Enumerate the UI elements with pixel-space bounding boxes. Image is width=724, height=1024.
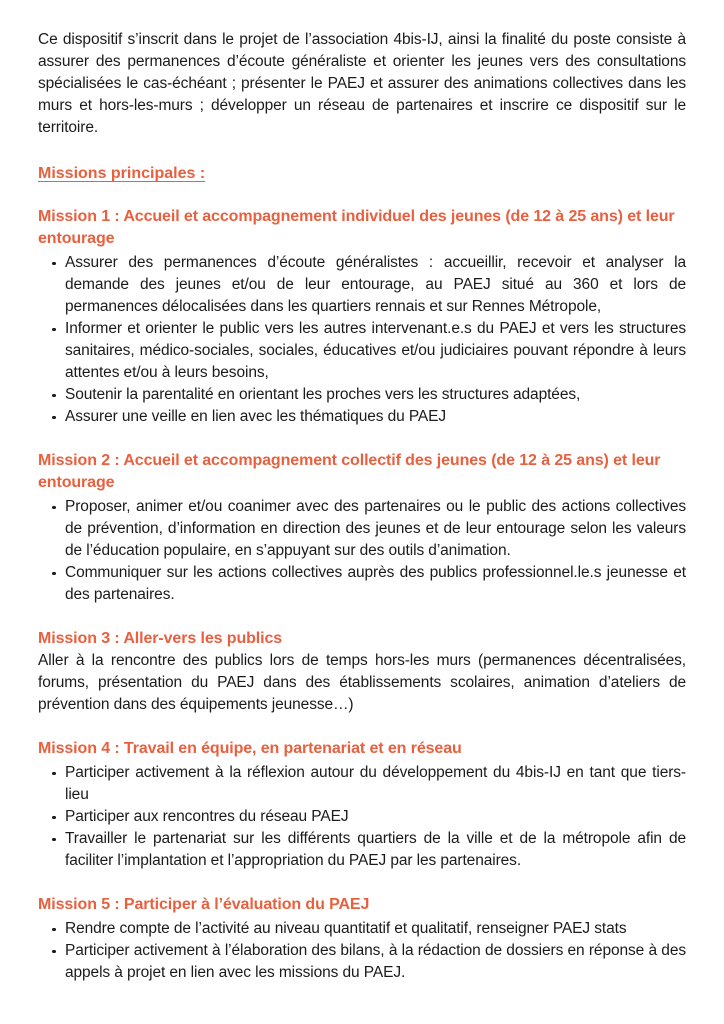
mission-4-title: Mission 4 : Travail en équipe, en partenariat et en réseau [38, 740, 462, 757]
mission-1-section [38, 206, 686, 428]
missions-principales-heading: Missions principales : [38, 165, 206, 182]
bullet-item: Travailler le partenariat sur les différents quartiers de la ville et de la métropole afin de faciliter l’implantation et l’appropriation du PAEJ par les partenaires. [38, 828, 686, 872]
bullet-item: Participer activement à l’élaboration des bilans, à la rédaction de dossiers en réponse à des appels à projet en lien avec les missions du PAEJ. [38, 940, 686, 984]
mission-2-title: Mission 2 : Accueil et accompagnement collectif des jeunes (de 12 à 25 ans) et leur entourage [38, 452, 661, 491]
bullet-item: Assurer des permanences d’écoute généralistes : accueillir, recevoir et analyser la demande des jeunes et/ou de leur entourage, au PAEJ situé au 360 et lors de permanences délocalisées dans les quartiers rennais et sur Rennes Métropole, [38, 252, 686, 318]
bullet-item: Participer aux rencontres du réseau PAEJ [38, 806, 686, 828]
bullet-item: Assurer une veille en lien avec les thématiques du PAEJ [38, 406, 686, 428]
mission-4-bullet-list [38, 762, 686, 872]
mission-3-title: Mission 3 : Aller-vers les publics [38, 630, 283, 647]
mission-2-bullet-list [38, 496, 686, 606]
mission-3-section [38, 628, 686, 716]
bullet-item: Communiquer sur les actions collectives auprès des publics professionnel.le.s jeunesse et des partenaires. [38, 562, 686, 606]
bullet-item: Informer et orienter le public vers les autres intervenant.e.s du PAEJ et vers les structures sanitaires, médico-sociales, sociales, éducatives et/ou judiciaires pouvant répondre à leurs attentes et/ou à leurs besoins, [38, 318, 686, 384]
bullet-item: Rendre compte de l’activité au niveau quantitatif et qualitatif, renseigner PAEJ stats [38, 918, 686, 940]
mission-4-section [38, 738, 686, 872]
mission-5-section [38, 894, 686, 984]
mission-2-section [38, 450, 686, 606]
mission-1-bullet-list [38, 252, 686, 428]
intro-paragraph: Ce dispositif s’inscrit dans le projet de l’association 4bis-IJ, ainsi la finalité du poste consiste à assurer des permanences d’écoute généraliste et orienter les jeunes vers des consultations spécialisées le cas-échéant ; présenter le PAEJ et assurer des animations collectives dans les murs et hors-les-murs ; développer un réseau de partenaires et inscrire ce dispositif sur le territoire. [38, 31, 686, 136]
mission-5-bullet-list [38, 918, 686, 984]
bullet-item: Participer activement à la réflexion autour du développement du 4bis-IJ en tant que tiers-lieu [38, 762, 686, 806]
mission-5-title: Mission 5 : Participer à l’évaluation du PAEJ [38, 896, 370, 913]
mission-1-title: Mission 1 : Accueil et accompagnement individuel des jeunes (de 12 à 25 ans) et leur entourage [38, 208, 675, 247]
mission-3-paragraph: Aller à la rencontre des publics lors de temps hors-les murs (permanences décentralisées, forums, présentation du PAEJ dans des établissements scolaires, animation d’ateliers de prévention dans des équipements jeunesse…) [38, 652, 686, 713]
bullet-item: Soutenir la parentalité en orientant les proches vers les structures adaptées, [38, 384, 686, 406]
bullet-item: Proposer, animer et/ou coanimer avec des partenaires ou le public des actions collectives de prévention, d’information en direction des jeunes et de leur entourage selon les valeurs de l’éducation populaire, en s’appuyant sur des outils d’animation. [38, 496, 686, 562]
